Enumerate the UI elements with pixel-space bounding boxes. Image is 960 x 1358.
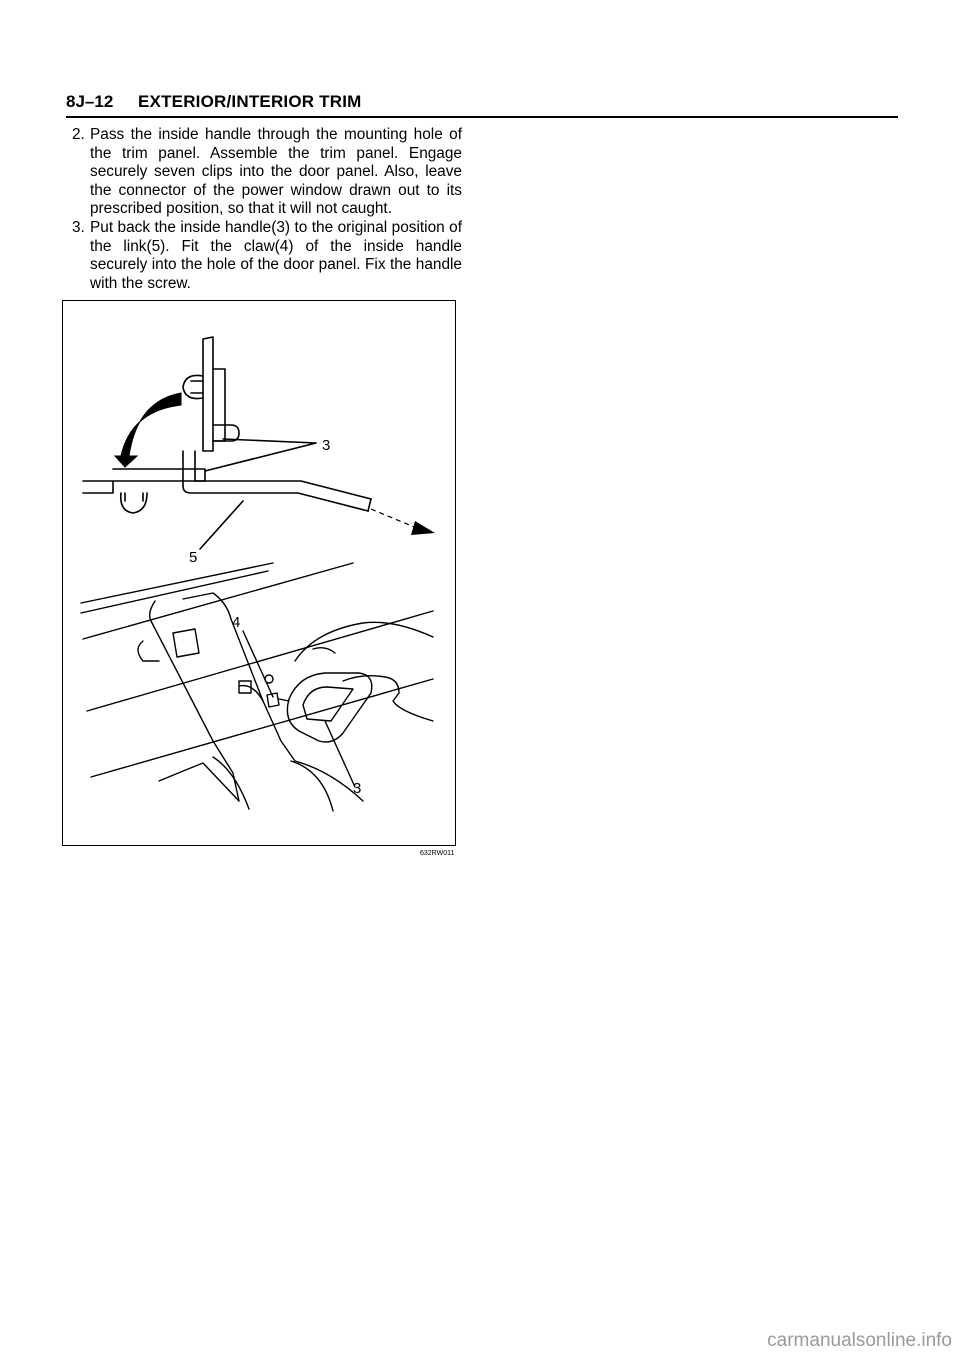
hand (295, 622, 433, 721)
callout-3-upper: 3 (322, 437, 331, 454)
callout-3-lower: 3 (353, 780, 362, 797)
clip-top (183, 375, 203, 398)
link-rod (183, 451, 371, 511)
step-2 (66, 126, 462, 219)
watermark: carmanualsonline.info (767, 1330, 952, 1351)
callout-5: 5 (189, 549, 198, 566)
step-number: 3. (72, 218, 85, 236)
callout-4: 4 (232, 614, 241, 631)
page-header (66, 90, 898, 118)
step-3 (66, 219, 462, 293)
section-title: EXTERIOR/INTERIOR TRIM (138, 92, 362, 111)
trim-panel-vertical (203, 337, 213, 451)
claw (267, 693, 279, 707)
step-text: Put back the inside handle(3) to the original position of the link(5). Fit the claw(4) of the inside handle securely into the hole of the door panel. Fix the handle with the screw. (90, 218, 462, 292)
section-number: 8J–12 (66, 92, 114, 111)
rotate-arrow (115, 393, 181, 467)
handle-installation-figure (62, 300, 456, 846)
instruction-steps (66, 126, 462, 293)
figure-code: 632RW011 (420, 850, 455, 857)
door-pull-strip (150, 593, 363, 801)
pull-direction-arrow (411, 521, 435, 535)
handle-illustration (63, 301, 457, 847)
step-text: Pass the inside handle through the mounting hole of the trim panel. Assemble the trim panel. Engage securely seven clips into the door panel. Also, leave the connector of the power window drawn out to its prescribed position, so that it will not caught. (90, 126, 462, 218)
trim-panel-horizontal (113, 469, 205, 481)
step-number: 2. (72, 126, 85, 143)
